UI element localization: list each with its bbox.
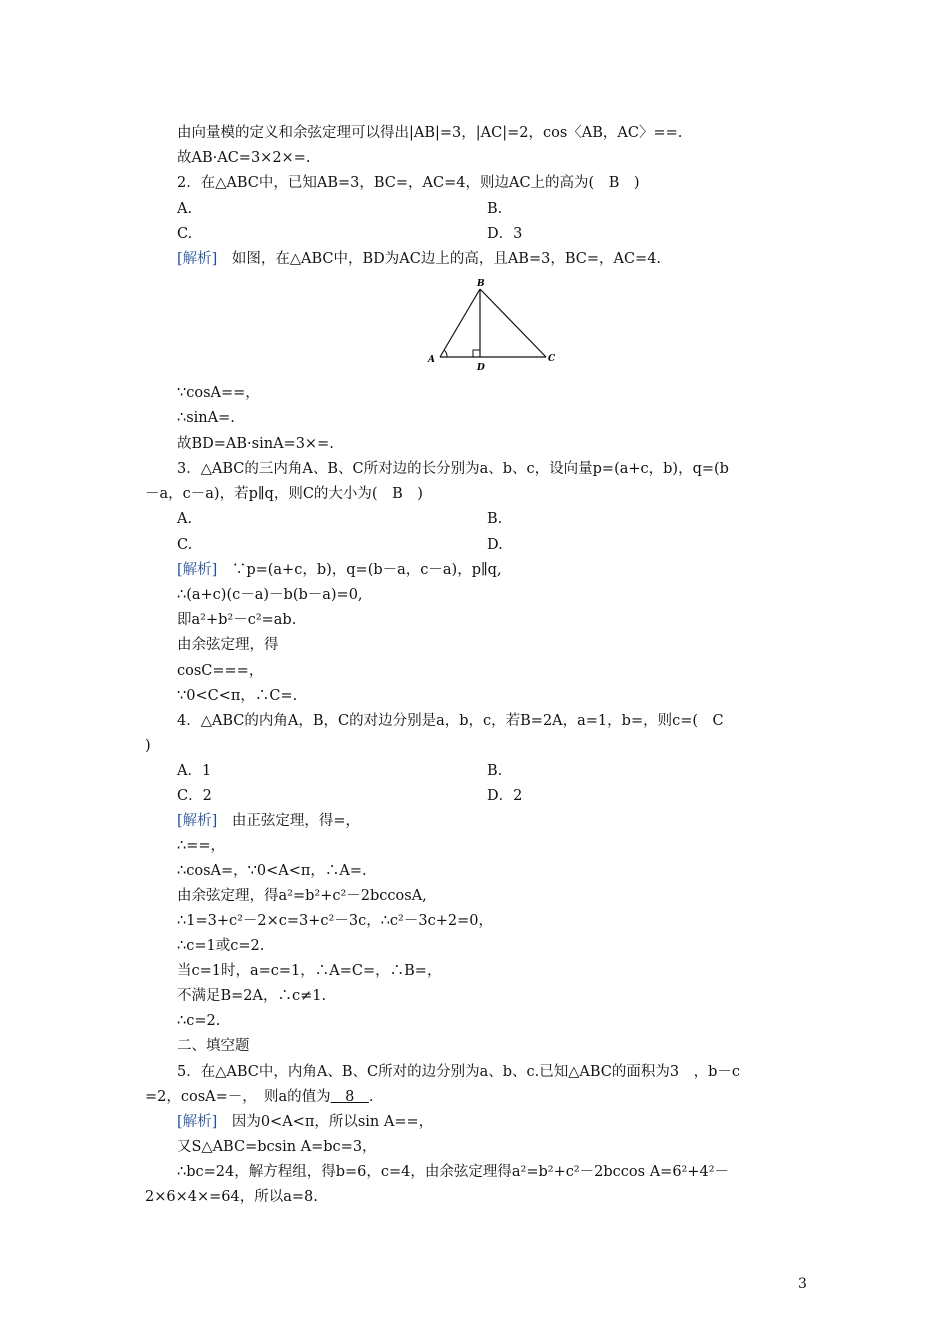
option-a: A．1 (177, 763, 212, 779)
text-line: ∴sinA=. (177, 410, 235, 426)
solution-line (177, 560, 502, 580)
solution-line (177, 1112, 433, 1132)
question-text-end: . (368, 1089, 374, 1105)
text-line: ∵cosA==， (177, 385, 260, 401)
answer-fill: 8 (330, 1089, 369, 1105)
triangle-figure (425, 277, 565, 373)
solution-line (177, 811, 360, 831)
text-line: 由余弦定理，得a²=b²+c²－2bccosA, (177, 888, 427, 904)
text-line: ∴cosA=，∵0<A<π，∴A=. (177, 863, 367, 879)
option-c: C. (177, 537, 193, 553)
question-text: =2，cosA=－， 则a的值为 (145, 1089, 331, 1105)
option-a: A. (177, 511, 193, 527)
text-line: －a，c－a)，若p∥q，则C的大小为( B ) (145, 486, 423, 502)
option-b: B. (487, 511, 503, 527)
text-line: ∴==， (177, 838, 226, 854)
solution-text: 因为0<A<π，所以sin A==， (217, 1114, 434, 1130)
analysis-tag: [解析] (177, 562, 218, 578)
vertex-c-label: C (548, 354, 556, 364)
text-line: ) (145, 738, 151, 754)
solution-text: ∵p=(a+c，b)，q=(b－a，c－a)，p∥q, (217, 562, 502, 578)
solution-text: 由正弦定理，得=， (217, 813, 360, 829)
option-b: B. (487, 201, 503, 217)
text-line: ∴bc=24，解方程组，得b=6，c=4，由余弦定理得a²=b²+c²－2bccos A=6²+4²－ (177, 1164, 730, 1180)
text-line: 2×6×4×=64，所以a=8. (145, 1189, 318, 1205)
text-line: 故BD=AB·sinA=3×=. (177, 436, 334, 452)
option-d: D．2 (487, 788, 523, 804)
option-d: D. (487, 537, 503, 553)
option-b: B. (487, 763, 503, 779)
option-c: C. (177, 226, 193, 242)
question-5: 5．在△ABC中，内角A、B、C所对的边分别为a、b、c.已知△ABC的面积为3 ，b－c (177, 1064, 741, 1080)
analysis-tag: [解析] (177, 1114, 218, 1130)
analysis-tag: [解析] (177, 813, 218, 829)
question-4: 4．△ABC的内角A，B，C的对边分别是a，b，c，若B=2A，a=1，b=，则c=( C (177, 713, 724, 729)
text-line: 不满足B=2A，∴c≠1. (177, 988, 327, 1004)
text-line: 又S△ABC=bcsin A=bc=3， (177, 1139, 377, 1155)
text-line: 即a²+b²－c²=ab. (177, 612, 297, 628)
solution-line (177, 249, 661, 269)
text-line: ∴c=2. (177, 1013, 221, 1029)
text-line (145, 1087, 374, 1107)
text-line: 由余弦定理，得 (177, 637, 279, 653)
vertex-b-label: B (477, 279, 485, 289)
analysis-tag: [解析] (177, 251, 218, 267)
text-line: ∴1=3+c²－2×c=3+c²－3c，∴c²－3c+2=0， (177, 913, 493, 929)
text-line: ∵0<C<π，∴C=. (177, 688, 298, 704)
text-line: 当c=1时，a=c=1，∴A=C=，∴B=， (177, 963, 442, 979)
section-heading: 二、填空题 (177, 1038, 250, 1054)
solution-text: 如图，在△ABC中，BD为AC边上的高，且AB=3，BC=，AC=4. (217, 251, 662, 267)
text-line: cosC===， (177, 663, 264, 679)
text-line: 故AB·AC=3×2×=. (177, 150, 311, 166)
question-2: 2．在△ABC中，已知AB=3，BC=，AC=4，则边AC上的高为( B ) (177, 175, 640, 191)
text-line: ∴(a+c)(c－a)－b(b－a)=0, (177, 587, 363, 603)
page-number: 3 (798, 1276, 807, 1292)
text-line: 由向量模的定义和余弦定理可以得出|AB|=3，|AC|=2，cos〈AB，AC〉==. (177, 125, 683, 141)
text-line: ∴c=1或c=2. (177, 938, 265, 954)
option-c: C．2 (177, 788, 212, 804)
question-3: 3．△ABC的三内角A、B、C所对边的长分别为a、b、c，设向量p=(a+c，b)，q=(b (177, 461, 729, 477)
foot-d-label: D (477, 363, 485, 373)
vertex-a-label: A (428, 355, 435, 365)
option-a: A. (177, 201, 193, 217)
option-d: D．3 (487, 226, 523, 242)
